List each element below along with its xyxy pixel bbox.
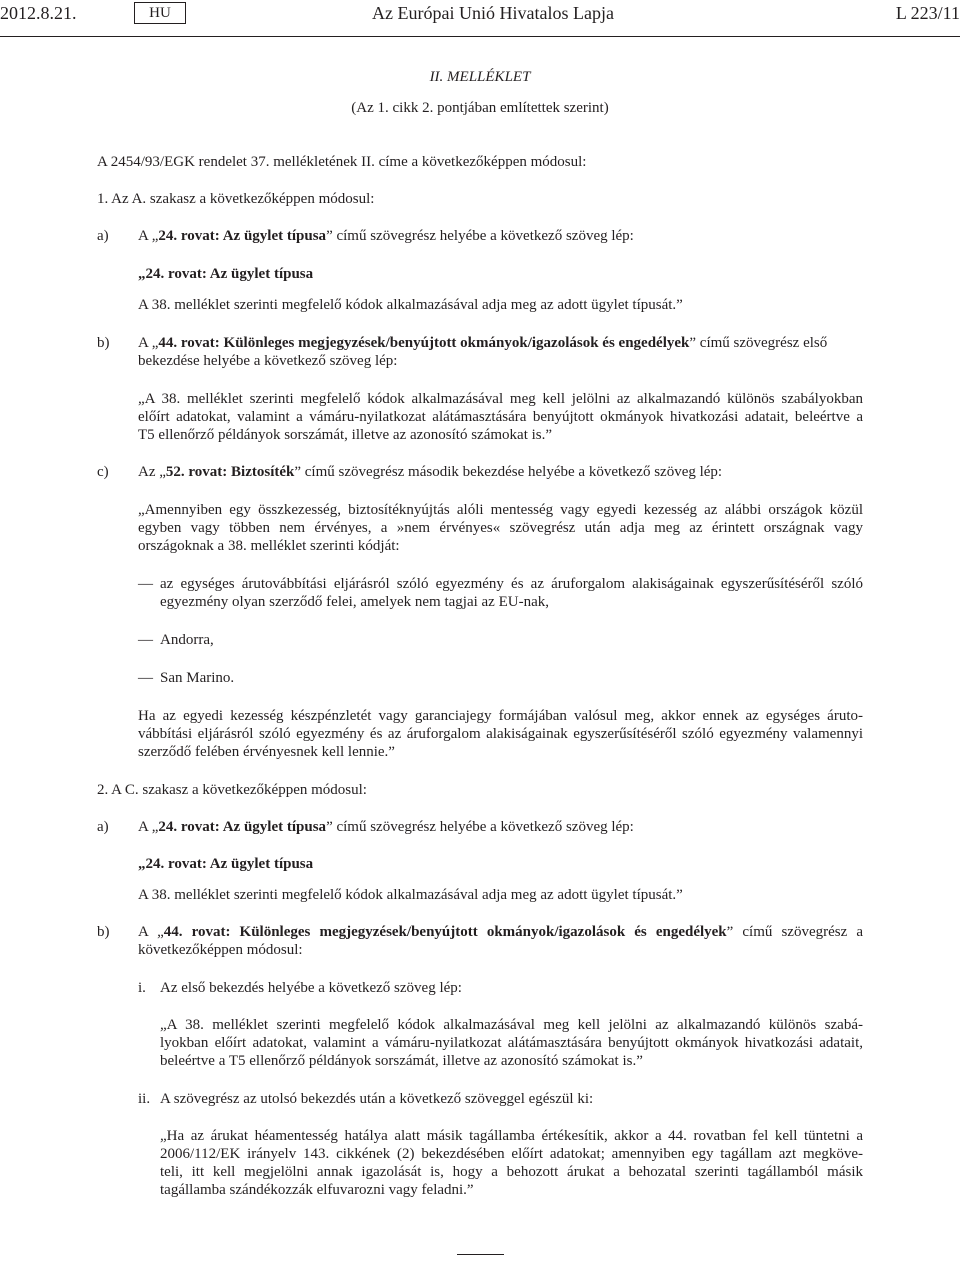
s1-a-quote-heading: „24. rovat: Az ügylet típusa	[138, 266, 314, 282]
s2-b-ii-marker: ii.	[138, 1091, 151, 1107]
s1-c-para-line3: országoknak a 38. melléklet szerinti kódját:	[138, 538, 400, 554]
s1-a-marker: a)	[97, 228, 109, 244]
page-number: L 223/11	[895, 3, 960, 23]
s1-b-text-line2: bekezdése helyébe a következő szöveg lép:	[138, 353, 398, 369]
s1-c-end-line3: szerződő felében érvényesnek kell lennie.”	[138, 744, 395, 760]
page-header	[0, 2, 960, 24]
intro-text: A 2454/93/EGK rendelet 37. mellékletének II. címe a következőképpen módosul:	[97, 154, 587, 170]
list-item-1-line1: az egységes árutovábbítási eljárásról szóló egyezmény és az áruforgalom alakiságainak egyszerűsítéséről szóló	[160, 576, 863, 592]
s2-a-quote-text: A 38. melléklet szerinti megfelelő kódok alkalmazásával adja meg az adott ügylet típusát.”	[138, 887, 683, 903]
s1-c-end-line1: Ha az egyedi kezesség készpénzletét vagy garanciajegy formájában valósul meg, akkor ennek az egységes áruto-	[138, 708, 863, 724]
end-rule	[457, 1254, 504, 1255]
s2-a-quote-heading: „24. rovat: Az ügylet típusa	[138, 856, 314, 872]
s1-b-text: A „44. rovat: Különleges megjegyzések/benyújtott okmányok/igazolások és engedélyek” című szövegrész első	[138, 335, 828, 351]
annex-title: II. MELLÉKLET	[429, 69, 531, 85]
section-1-title: 1. Az A. szakasz a következőképpen módosul:	[97, 191, 375, 207]
s2-b-ii-quote-line2: 2006/112/EK irányelv 143. cikkének (2) bekezdésében előírt adatokat; amennyiben egy tagállam azt megköve-	[160, 1146, 863, 1162]
s1-b-quote-line1: „A 38. melléklet szerinti megfelelő kódok alkalmazásával meg kell jelölni az alkalmazandó különös szabályokban	[138, 391, 863, 407]
s2-b-ii-quote-line4: tagállamba szándékozzák elfuvarozni vagy feladni.”	[160, 1182, 474, 1198]
list-item-3: San Marino.	[160, 670, 235, 686]
list-item-1-line2: egyezmény olyan szerződő felei, amelyek nem tagjai az EU-nak,	[160, 594, 549, 610]
journal-title: Az Európai Unió Hivatalos Lapja	[372, 3, 614, 23]
s2-b-i-quote-line3: beleértve a T5 ellenőrző példányok sorszámát, illetve az azonosító számokat is.”	[160, 1053, 643, 1069]
header-date: 2012.8.21.	[0, 3, 77, 23]
s2-b-i-marker: i.	[138, 980, 146, 996]
s2-a-marker: a)	[97, 819, 109, 835]
s2-b-i-text: Az első bekezdés helyébe a következő szöveg lép:	[160, 980, 462, 996]
language-badge: HU	[134, 2, 186, 24]
s1-b-marker: b)	[97, 335, 110, 351]
s1-a-text: A „24. rovat: Az ügylet típusa” című szövegrész helyébe a következő szöveg lép:	[138, 228, 634, 244]
s2-b-ii-quote-line3: teli, itt kell megjelölni annak igazolását is, hogy a behozott árukat a behozatal szerinti tagállamból másik	[160, 1164, 863, 1180]
s1-c-text: Az „52. rovat: Biztosíték” című szövegrész második bekezdése helyébe a következő szöveg lép:	[138, 464, 723, 480]
s2-a-text: A „24. rovat: Az ügylet típusa” című szövegrész helyébe a következő szöveg lép:	[138, 819, 634, 835]
s2-b-ii-quote-line1: „Ha az árukat héamentesség hatálya alatt másik tagállamba értékesítik, akkor a 44. rovatban fel kell tüntetni a	[160, 1128, 863, 1144]
s2-b-marker: b)	[97, 924, 110, 940]
section-2-title: 2. A C. szakasz a következőképpen módosul:	[97, 782, 367, 798]
s1-b-quote-line2: előírt adatokat, valamint a vámáru-nyilatkozat alátámasztására benyújtott okmányok hivatkozási adatait, beleértve a	[138, 409, 863, 425]
s1-c-end-line2: vábbítási eljárásról szóló egyezmény és az áruforgalom alakiságainak egyszerűsítéséről szóló egyezmény valamennyi	[138, 726, 863, 742]
list-item-2: Andorra,	[160, 632, 214, 648]
dash-marker: —	[138, 632, 153, 648]
s2-b-text-line2: következőképpen módosul:	[138, 942, 303, 958]
dash-marker: —	[138, 576, 153, 592]
annex-subtitle: (Az 1. cikk 2. pontjában említettek szerint)	[351, 100, 609, 116]
s2-b-i-quote-line1: „A 38. melléklet szerinti megfelelő kódok alkalmazásával meg kell jelölni az alkalmazandó különös szabá-	[160, 1017, 863, 1033]
dash-marker: —	[138, 670, 153, 686]
s1-c-marker: c)	[97, 464, 109, 480]
s2-b-ii-text: A szövegrész az utolsó bekezdés után a következő szöveggel egészül ki:	[160, 1091, 594, 1107]
s2-b-text: A „44. rovat: Különleges megjegyzések/benyújtott okmányok/igazolások és engedélyek” című szövegrész a	[138, 924, 863, 940]
s1-b-quote-line3: T5 ellenőrző példányok sorszámát, illetve az azonosító számokat is.”	[138, 427, 553, 443]
s2-b-i-quote-line2: lyokban előírt adatokat, valamint a vámáru-nyilatkozat alátámasztására benyújtott okmányok hivatkozási adatait,	[160, 1035, 863, 1051]
s1-c-para-line2: egyben vagy többen nem érvényes, a »nem érvényes« szövegrész után adja meg az érintett országnak vagy	[138, 520, 863, 536]
s1-a-quote-text: A 38. melléklet szerinti megfelelő kódok alkalmazásával adja meg az adott ügylet típusát.”	[138, 297, 683, 313]
s1-c-para-line1: „Amennyiben egy összkezesség, biztosítéknyújtás alóli mentesség vagy egyedi kezesség az alábbi országok közül	[138, 502, 863, 518]
header-rule	[0, 36, 960, 37]
